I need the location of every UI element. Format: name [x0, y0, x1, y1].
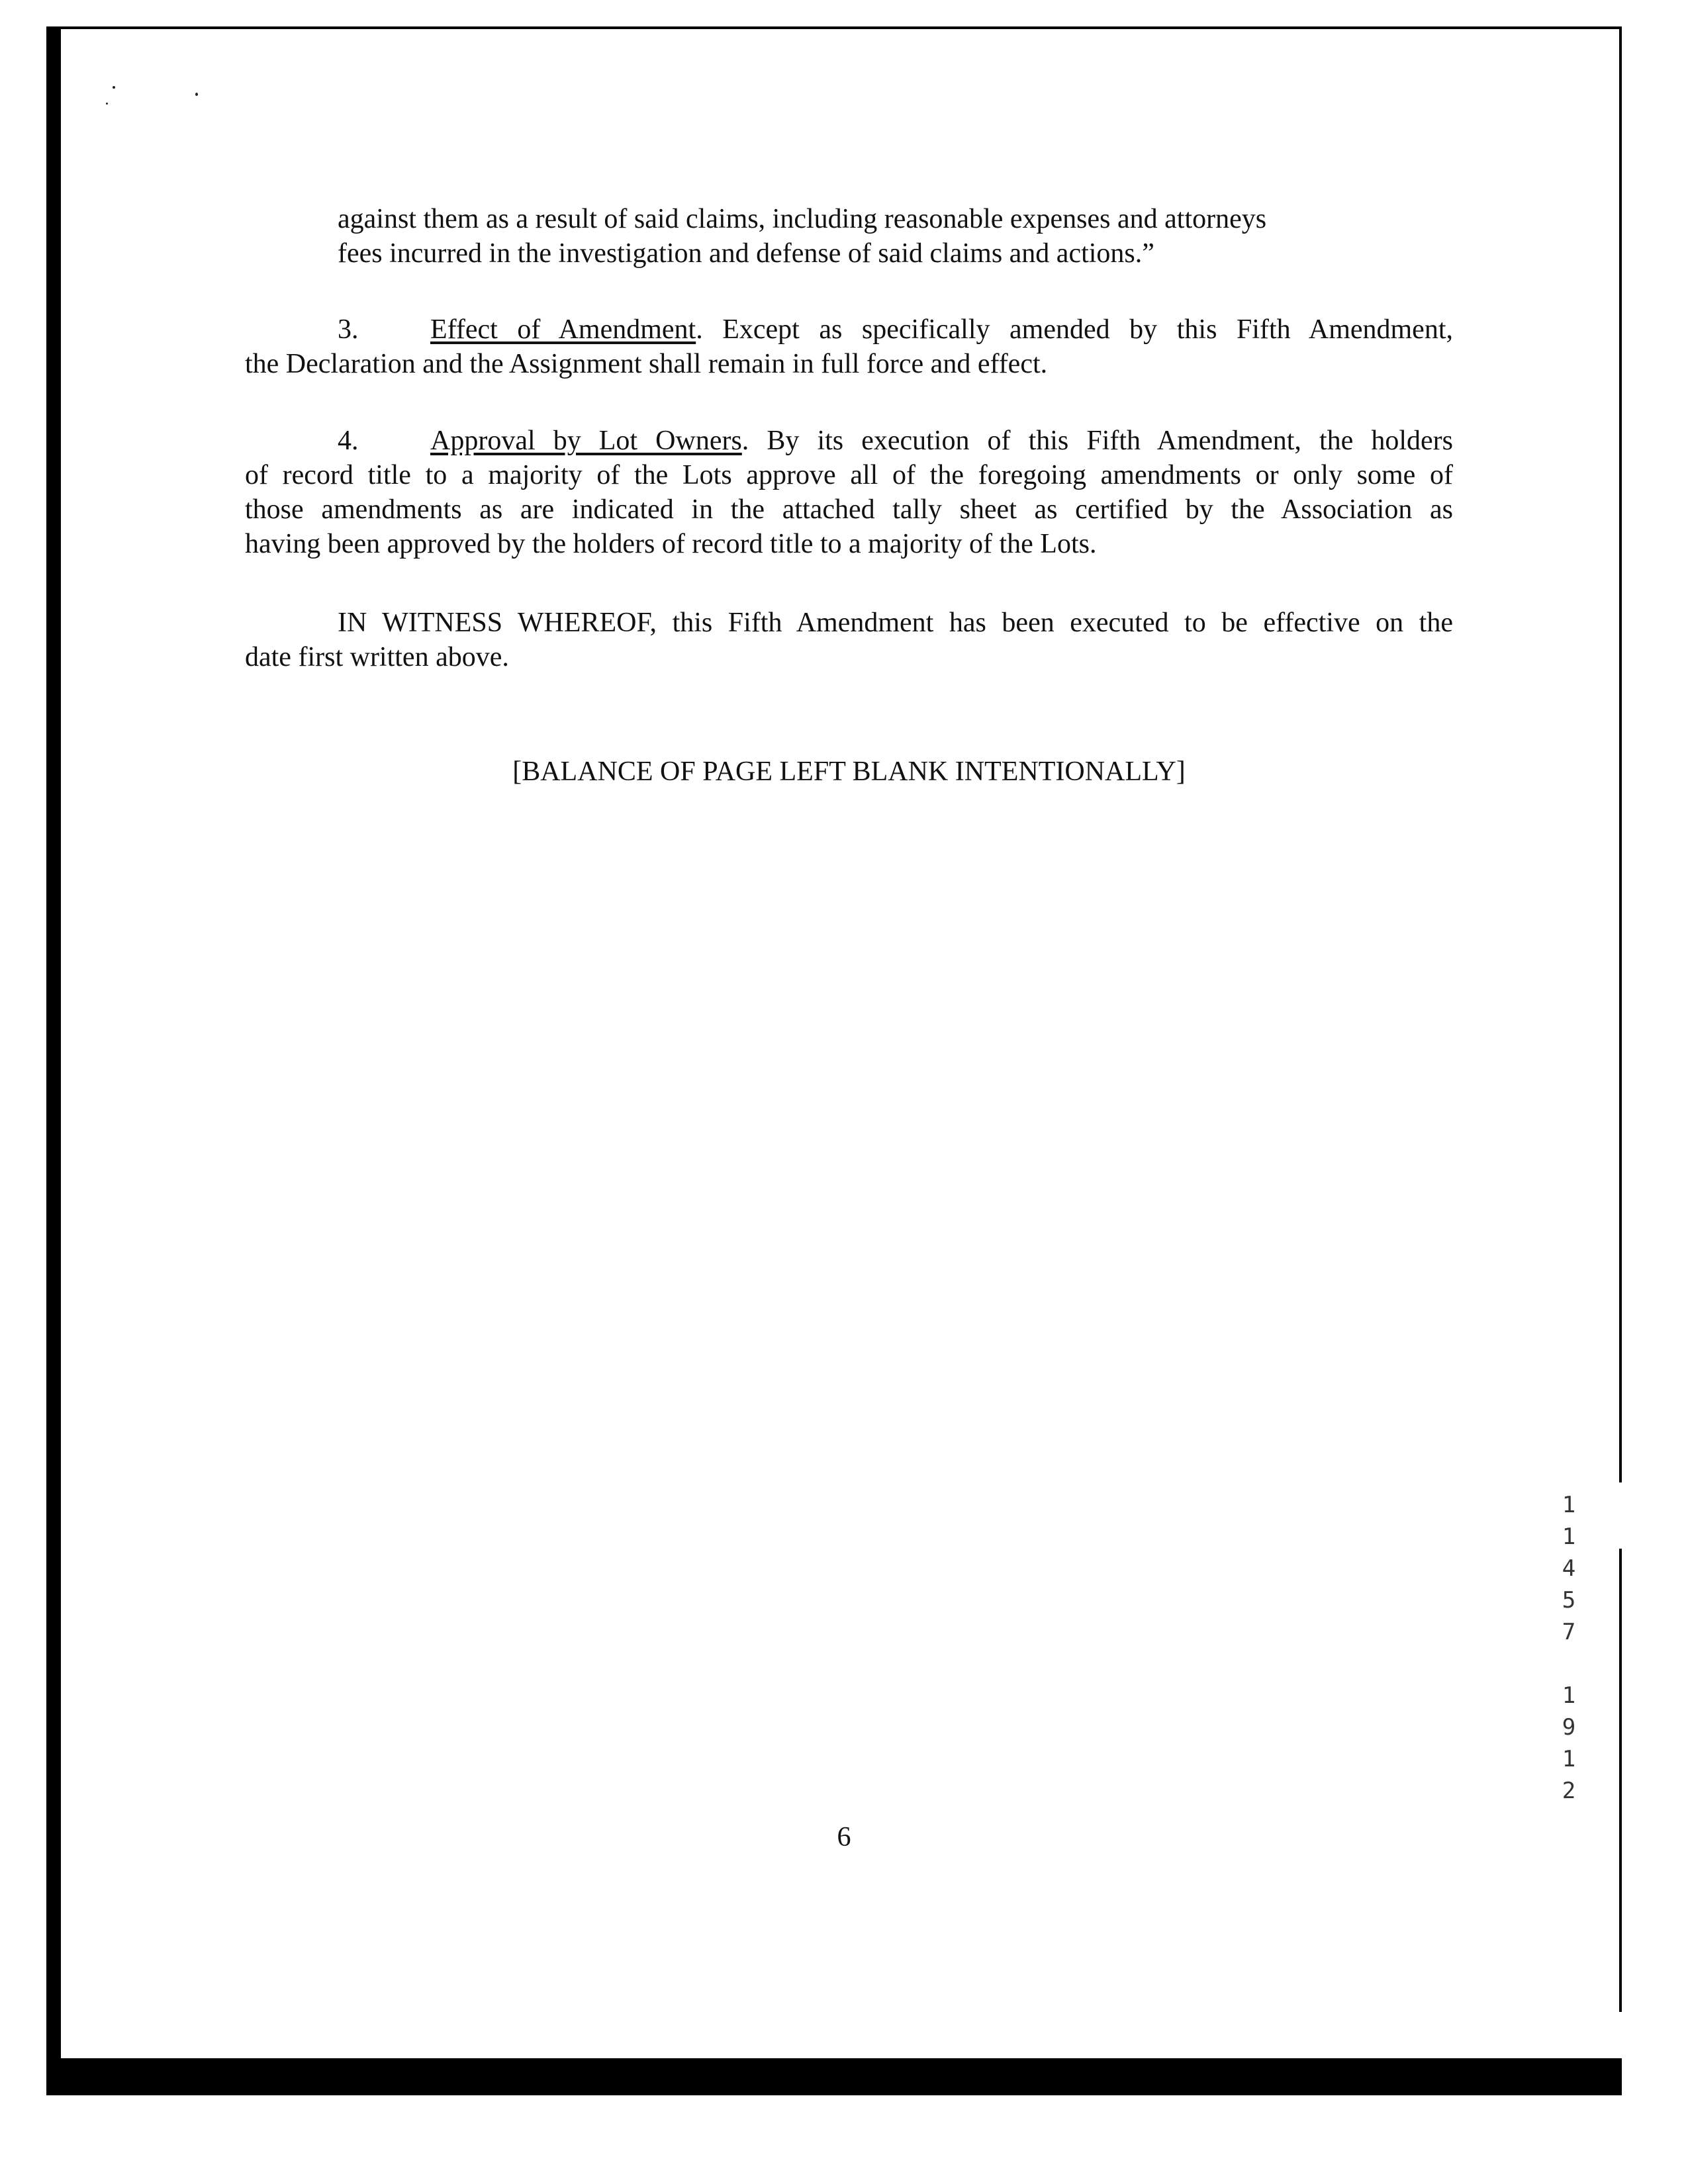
continuation-line-2: fees incurred in the investigation and defense of said claims and actions.” — [338, 238, 1154, 269]
section-3-line-1 — [245, 312, 1453, 347]
scan-border-left — [46, 26, 61, 2091]
stamp-digit: 1 — [1562, 1492, 1576, 1518]
witness-paragraph — [245, 606, 1453, 674]
section-4-line-1 — [245, 424, 1453, 458]
section-4-paragraph — [245, 424, 1453, 561]
section-3-line-2: the Declaration and the Assignment shall remain in full force and effect. — [245, 349, 1048, 379]
continuation-line-1: against them as a result of said claims, including reasonable expenses and attorneys — [338, 204, 1267, 234]
scan-border-top — [46, 26, 1622, 29]
section-4-heading: Approval by Lot Owners — [430, 426, 742, 456]
balance-blank-notice: [BALANCE OF PAGE LEFT BLANK INTENTIONALLY] — [512, 756, 1186, 787]
scan-speck — [195, 93, 198, 96]
scan-border-right-lower — [1619, 1549, 1622, 2012]
scan-border-bottom — [46, 2058, 1622, 2095]
stamp-digit: 1 — [1562, 1524, 1576, 1550]
stamp-gap — [1556, 1648, 1582, 1680]
continuation-paragraph — [338, 202, 1397, 271]
scan-speck — [106, 103, 108, 105]
section-3-paragraph — [245, 312, 1453, 381]
scan-border-right — [1619, 26, 1622, 1482]
section-3-number: 3. — [338, 314, 359, 345]
section-3-heading: Effect of Amendment — [430, 314, 696, 345]
margin-recording-stamp — [1556, 1489, 1582, 1807]
section-4-line-1-text: . By its execution of this Fifth Amendment, the holders — [741, 426, 1453, 456]
stamp-digit: 1 — [1562, 1746, 1576, 1772]
scan-speck — [113, 86, 115, 89]
witness-line-1: IN WITNESS WHEREOF, this Fifth Amendment has been executed to be effective on the — [338, 608, 1453, 638]
section-3-line-1-text: . Except as specifically amended by this Fifth Amendment, — [696, 314, 1453, 345]
page-number: 6 — [837, 1822, 851, 1852]
stamp-digit: 1 — [1562, 1682, 1576, 1709]
stamp-digit: 9 — [1562, 1714, 1576, 1741]
stamp-digit: 4 — [1562, 1555, 1576, 1582]
stamp-digit: 7 — [1562, 1619, 1576, 1645]
section-4-line-4: having been approved by the holders of record title to a majority of the Lots. — [245, 529, 1097, 559]
stamp-digit: 2 — [1562, 1778, 1576, 1804]
section-4-number: 4. — [338, 426, 359, 456]
section-4-line-2: of record title to a majority of the Lots approve all of the foregoing amendments or only some of — [245, 460, 1453, 490]
stamp-digit: 5 — [1562, 1587, 1576, 1614]
witness-line-2: date first written above. — [245, 642, 509, 672]
section-4-line-3: those amendments as are indicated in the attached tally sheet as certified by the Association as — [245, 494, 1453, 525]
